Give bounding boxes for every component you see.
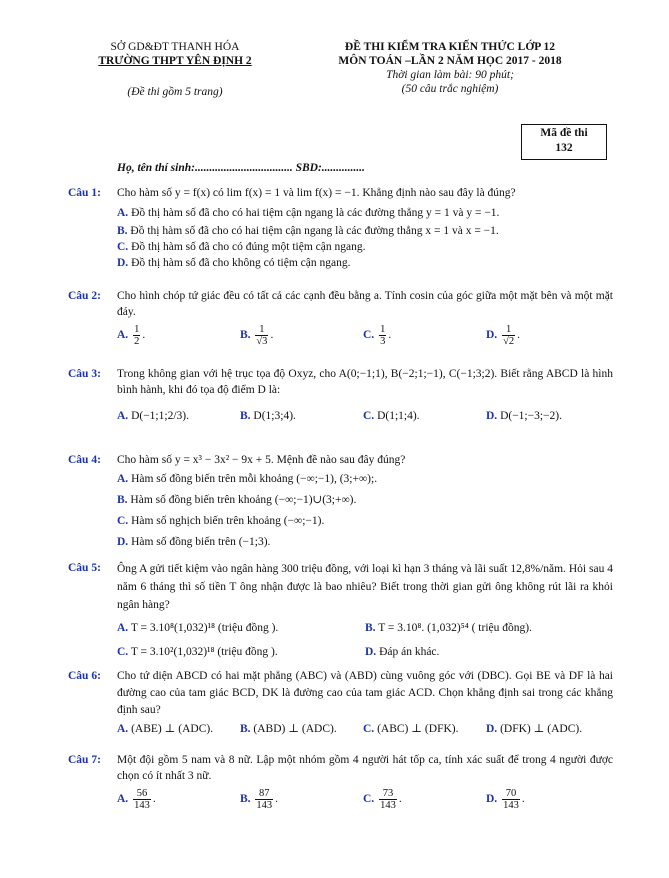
question-label: Câu 3: <box>68 368 101 380</box>
option-c: C. (ABC) ⊥ (DFK). <box>363 723 459 735</box>
option-d: D. Đồ thị hàm số đã cho không có tiệm cận ngang. <box>117 257 351 269</box>
question-3 <box>68 366 613 424</box>
option-a: A. $\frac{1}{2}$ . <box>117 324 146 347</box>
student-info-line: Họ, tên thí sinh:.................................. SBD:............... <box>117 162 365 174</box>
page-count: (Đề thi gồm 5 trang) <box>127 86 223 98</box>
question-label: Câu 6: <box>68 670 101 682</box>
exam-code-box <box>521 124 607 160</box>
question-label: Câu 7: <box>68 754 101 766</box>
option-b: B. Hàm số đồng biến trên khoảng (−∞;−1)∪(3;+∞). <box>117 494 357 506</box>
question-label: Câu 5: <box>68 562 101 574</box>
option-d: D. D(−1;−3;−2). <box>486 410 562 422</box>
option-c: C. $\frac{73}{143}$ . <box>363 788 402 811</box>
question-7 <box>68 752 613 811</box>
option-c: C. Hàm số nghịch biến trên khoảng (−∞;−1). <box>117 515 325 527</box>
option-b: B. D(1;3;4). <box>240 410 296 422</box>
option-c: C. $\frac{1}{3}$ . <box>363 324 392 347</box>
option-b: B. T = 3.10⁸. (1,032)⁵⁴ ( triệu đồng). <box>365 622 532 634</box>
option-b: B. $\frac{87}{143}$ . <box>240 788 279 811</box>
question-text: Ông A gửi tiết kiệm vào ngân hàng 300 triệu đồng, với loại kì hạn 3 tháng và lãi suất 12,8%/năm. Hỏi sau 4 năm 6 tháng thì số tiền T ông nhận được là bao nhiêu? Biết trong thời gian gửi ông không rút lãi ra khỏi ngân hàng? <box>117 563 613 611</box>
option-a: A. $\frac{56}{143}$ . <box>117 788 156 811</box>
option-d: D. $\frac{1}{√2}$ . <box>486 324 520 347</box>
question-text: Cho hình chóp tứ giác đều có tất cả các cạnh đều bằng a. Tính cosin của góc giữa một mặt bên và một mặt đáy. <box>117 290 613 318</box>
question-text: Trong không gian với hệ trục tọa độ Oxyz, cho A(0;−1;1), B(−2;1;−1), C(−1;3;2). Biết rằng ABCD là hình bình hành, khi đó tọa độ điểm D là: <box>117 368 613 396</box>
option-b: B. (ABD) ⊥ (ADC). <box>240 723 337 735</box>
option-a: A. D(−1;1;2/3). <box>117 410 189 422</box>
question-5 <box>68 560 613 660</box>
question-6 <box>68 668 613 737</box>
option-d: D. $\frac{70}{143}$ . <box>486 788 525 811</box>
subject-line: MÔN TOÁN –LẦN 2 NĂM HỌC 2017 - 2018 <box>338 55 562 67</box>
question-text: Cho tứ diện ABCD có hai mặt phẳng (ABC) và (ABD) cùng vuông góc với (DBC). Gọi BE và DF là hai đường cao của tam giác BCD, DK là đường cao của tam giác ACD. Chọn khẳng định sai trong các khẳng định sau? <box>117 670 613 716</box>
option-d: D. (DFK) ⊥ (ADC). <box>486 723 583 735</box>
school-name: TRƯỜNG THPT YÊN ĐỊNH 2 <box>98 55 252 67</box>
header-right <box>300 40 600 96</box>
option-d: D. Đáp án khác. <box>365 646 440 658</box>
question-4 <box>68 452 613 550</box>
exam-code-label: Mã đề thi <box>540 127 588 139</box>
option-a: A. Hàm số đồng biến trên mỗi khoảng (−∞;−1), (3;+∞);. <box>117 473 378 485</box>
option-c: C. D(1;1;4). <box>363 410 420 422</box>
header-left <box>60 40 290 99</box>
option-a: A. (ABE) ⊥ (ADC). <box>117 723 214 735</box>
option-b: B. Đồ thị hàm số đã cho có hai tiệm cận ngang là các đường thẳng x = 1 và x = −1. <box>117 225 499 237</box>
option-a: A. Đồ thị hàm số đã cho có hai tiệm cận ngang là các đường thẳng y = 1 và y = −1. <box>117 207 500 219</box>
question-2 <box>68 288 613 347</box>
question-label: Câu 4: <box>68 454 101 466</box>
exam-code: 132 <box>555 142 573 154</box>
option-d: D. Hàm số đồng biến trên (−1;3). <box>117 536 271 548</box>
question-label: Câu 1: <box>68 187 101 199</box>
question-label: Câu 2: <box>68 290 101 302</box>
department: SỞ GD&ĐT THANH HÓA <box>110 41 240 53</box>
question-text: Cho hàm số y = f(x) có lim f(x) = 1 và lim f(x) = −1. Khẳng định nào sau đây là đúng? <box>117 187 516 199</box>
question-text: Một đội gồm 5 nam và 8 nữ. Lập một nhóm gồm 4 người hát tốp ca, tính xác suất để trong 4 người được chọn có ít nhất 3 nữ. <box>117 754 613 782</box>
question-1 <box>68 185 613 271</box>
option-b: B. $\frac{1}{√3}$ . <box>240 324 274 347</box>
time-line: Thời gian làm bài: 90 phút; <box>386 69 514 81</box>
option-a: A. T = 3.10⁸(1,032)¹⁸ (triệu đồng ). <box>117 622 279 634</box>
option-c: C. Đồ thị hàm số đã cho có đúng một tiệm cận ngang. <box>117 241 366 253</box>
question-count: (50 câu trắc nghiệm) <box>401 83 499 95</box>
question-text: Cho hàm số y = x³ − 3x² − 9x + 5. Mệnh đề nào sau đây đúng? <box>117 454 406 466</box>
exam-title: ĐỀ THI KIỂM TRA KIẾN THỨC LỚP 12 <box>344 41 556 53</box>
option-c: C. T = 3.10²(1,032)¹⁸ (triệu đồng ). <box>117 646 278 658</box>
